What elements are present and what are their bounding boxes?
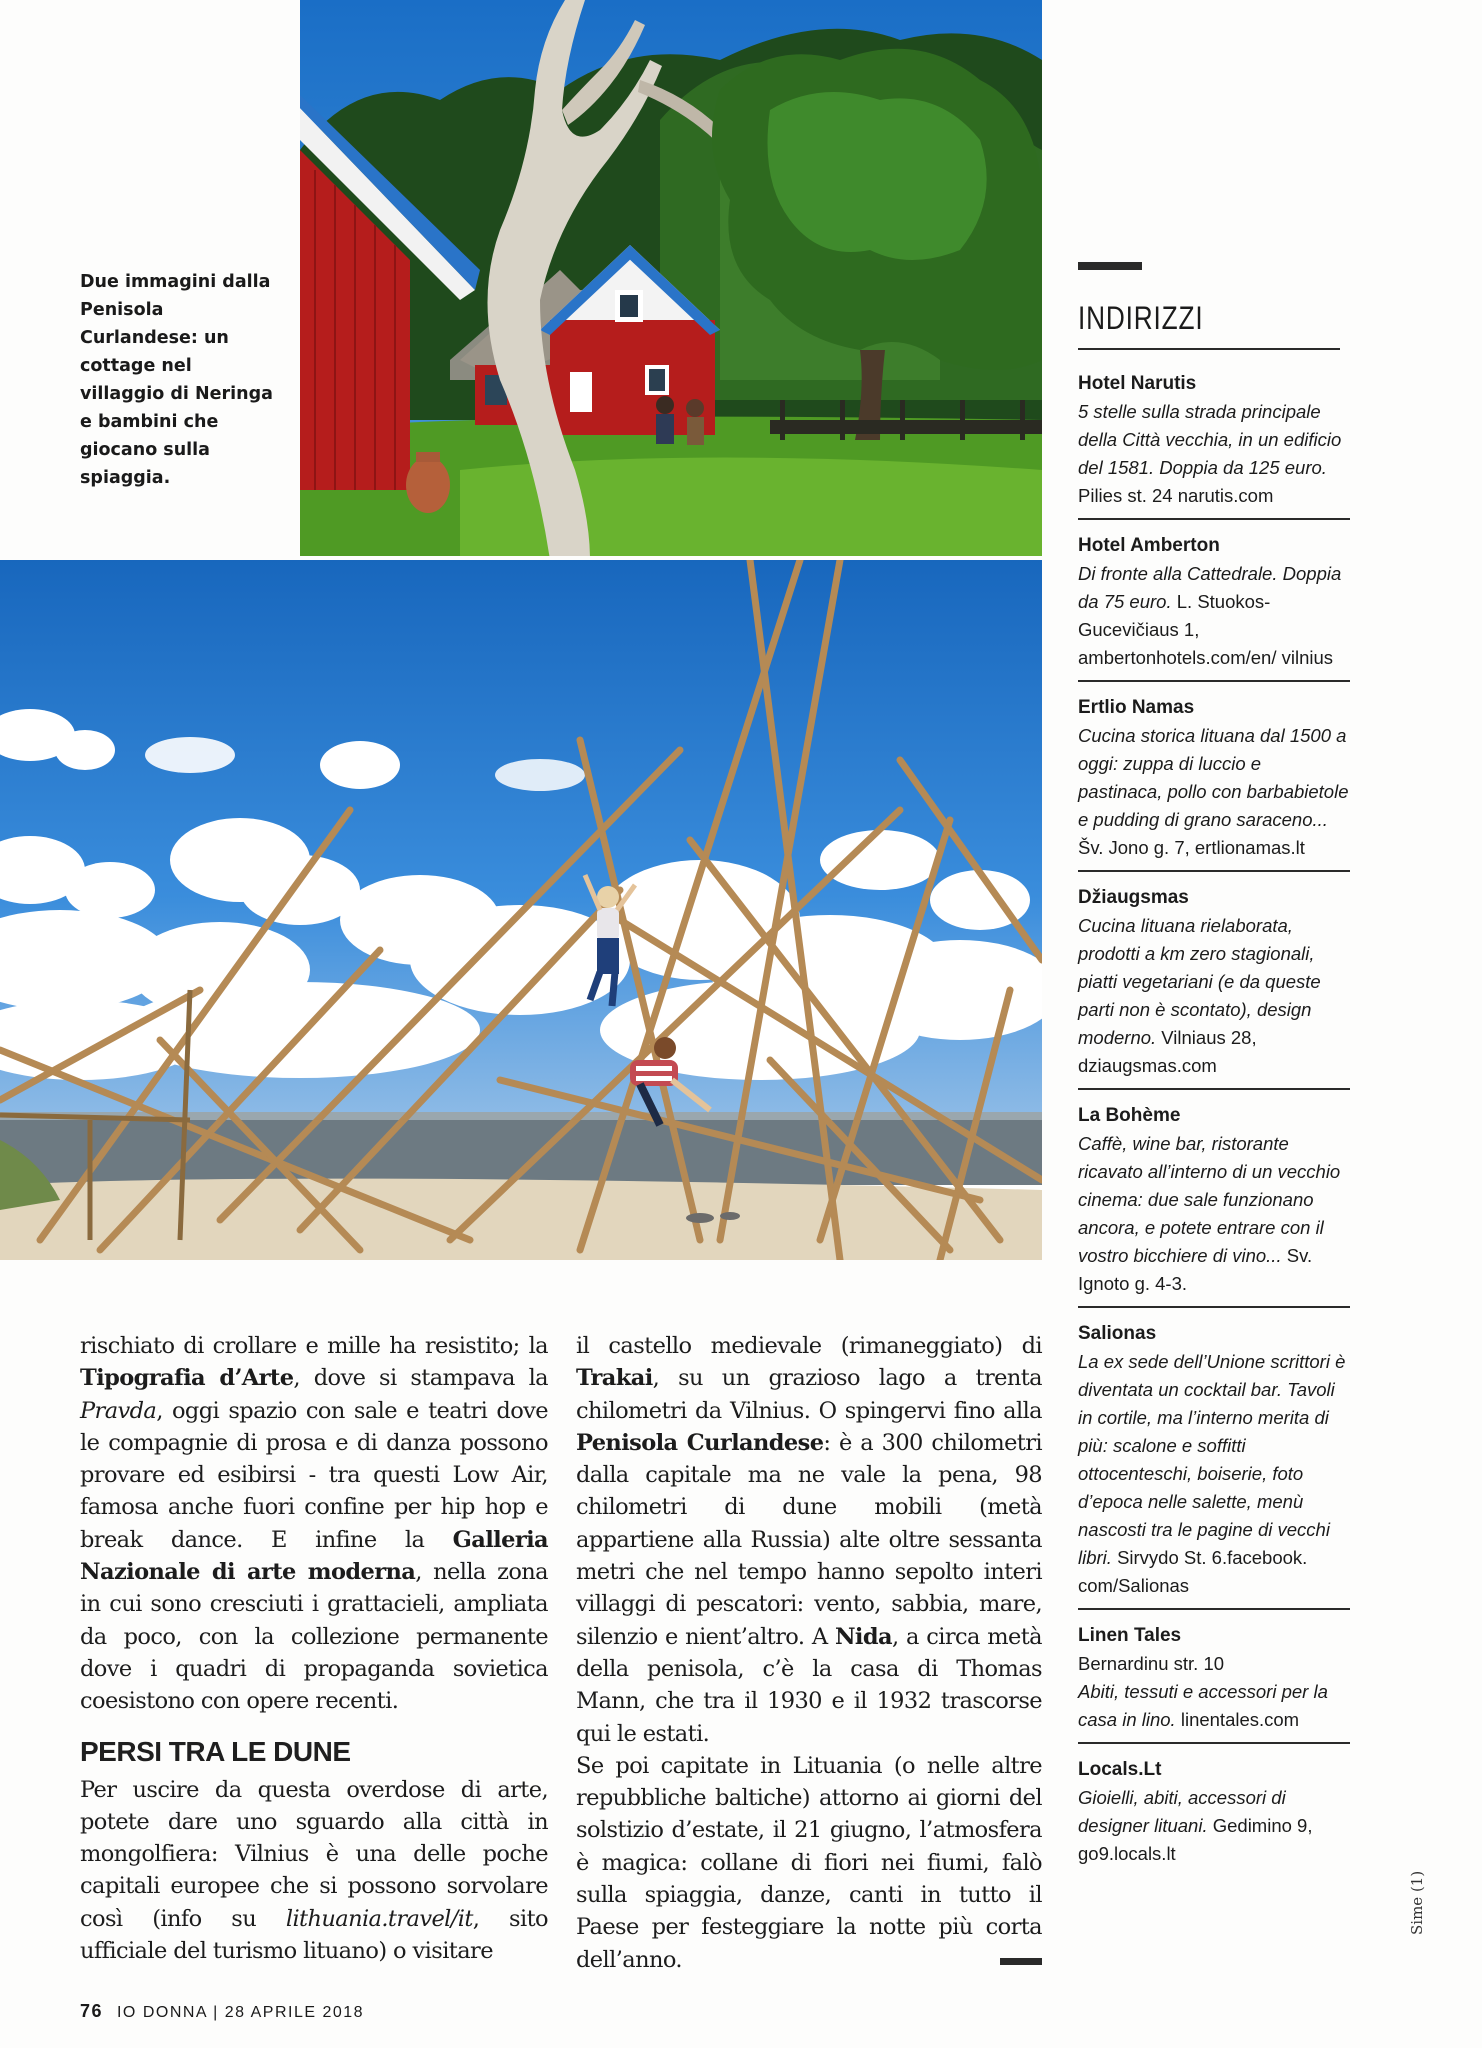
address-contact: L. Stuokos-Gucevičiaus 1, ambertonhotels.com/en/ vilnius	[1078, 591, 1334, 668]
address-description: La ex sede dell’Unione scrittori è diventata un cocktail bar. Tavoli in cortile, ma l’interno merita di più: scalone e soffitti ottocenteschi, boiserie, foto d’epoca nelle salette, menù nascosti tra le pagine di vecchi libri. Sirvydo St. 6.facebook. com/Salionas	[1078, 1351, 1346, 1596]
address-street: Bernardinu str. 10	[1078, 1653, 1225, 1674]
address-entry	[1078, 1756, 1350, 1876]
sidebar-accent-bar	[1078, 262, 1142, 270]
page-footer	[80, 2001, 364, 2022]
article-paragraph: Se poi capitate in Lituania (o nelle altre repubbliche baltiche) attorno ai giorni del solstizio d’estate, il 21 giugno, l’atmosfera è magica: collane di fiori nei fiumi, falò sulla spiaggia, danze, canti in tutto il Paese per festeggiare la notte più corta dell’anno.	[576, 1752, 1042, 1973]
address-name: Džiaugsmas	[1078, 887, 1189, 908]
section-heading: PERSI TRA LE DUNE	[80, 1735, 351, 1767]
address-entry	[1078, 370, 1350, 520]
article-paragraph: il castello medievale (rimaneggiato) di Trakai, su un grazioso lago a trenta chilometri da Vilnius. O spingervi fino alla Penisola Curlandese: è a 300 chilometri dalla capitale ma ne vale la pena, 98 chilometri di dune mobili (metà appartiene alla Russia) alte oltre sessanta metri che nel tempo hanno sepolto interi villaggi di pescatori: vento, sabbia, mare, silenzio e nient’altro. A Nida, a circa metà della penisola, c’è la casa di Thomas Mann, che tra il 1930 e il 1932 trascorse qui le estati.	[576, 1333, 1042, 1747]
article-paragraph: rischiato di crollare e mille ha resistito; la Tipografia d’Arte, dove si stampava la Pravda, oggi spazio con sale e teatri dove le compagnie di prosa e di danza possono provare ed esibirsi - tra questi Low Air, famosa anche fuori confine per hip hop e break dance. E infine la Galleria Nazionale di arte moderna, nella zona in cui sono cresciuti i grattacieli, ampliata da poco, con la collezione permanente dove i quadri di propaganda sovietica coesistono con opere recenti.	[80, 1333, 548, 1715]
address-list	[1078, 370, 1350, 1876]
address-name: Salionas	[1078, 1323, 1157, 1344]
address-name: Locals.Lt	[1078, 1759, 1162, 1780]
address-contact: Gedimino 9, go9.locals.lt	[1078, 1815, 1313, 1864]
article-paragraph: Per uscire da questa overdose di arte, potete dare uno sguardo alla città in mongolfiera: Vilnius è una delle poche capitali europee che si possono sorvolare così (info su lithuania.travel/it, sito ufficiale del turismo lituano) o visitare	[80, 1776, 548, 1965]
address-entry	[1078, 884, 1350, 1090]
address-contact: Sv. Ignoto g. 4-3.	[1078, 1245, 1313, 1294]
article-column-2	[576, 1330, 1042, 1976]
address-entry	[1078, 694, 1350, 872]
address-contact: Šv. Jono g. 7, ertlionamas.lt	[1078, 837, 1305, 858]
address-description: Di fronte alla Cattedrale. Doppia da 75 euro. L. Stuokos-Gucevičiaus 1, ambertonhotels.com/en/ vilnius	[1078, 563, 1342, 668]
address-description: Abiti, tessuti e accessori per la casa in lino. linentales.com	[1078, 1681, 1328, 1730]
photo-credit: Sime (1)	[1408, 1870, 1426, 1935]
address-contact: Sirvydo St. 6.facebook. com/Salionas	[1078, 1547, 1308, 1596]
publication-line: IO DONNA | 28 APRILE 2018	[116, 2004, 365, 2021]
address-name: Hotel Amberton	[1078, 535, 1220, 556]
address-contact: Vilniaus 28, dziaugsmas.com	[1078, 1027, 1257, 1076]
address-entry	[1078, 1320, 1350, 1610]
page-number: 76	[80, 2001, 104, 2021]
address-entry	[1078, 1622, 1350, 1744]
address-contact: linentales.com	[1180, 1709, 1300, 1730]
sidebar-title: INDIRIZZI	[1078, 300, 1204, 336]
address-description: 5 stelle sulla strada principale della Città vecchia, in un edificio del 1581. Doppia da 125 euro. Pilies st. 24 narutis.com	[1078, 401, 1342, 506]
sidebar-title-rule	[1078, 348, 1340, 350]
cottage-photo	[300, 0, 1042, 556]
address-name: Hotel Narutis	[1078, 373, 1197, 394]
photo-caption: Due immagini dalla Penisola Curlandese: un cottage nel villaggio di Neringa e bambini che giocano sulla spiaggia.	[80, 272, 273, 488]
address-contact: Pilies st. 24 narutis.com	[1078, 485, 1274, 506]
address-name: La Bohème	[1078, 1105, 1181, 1126]
address-description: Cucina storica lituana dal 1500 a oggi: zuppa di luccio e pastinaca, pollo con barbabietole e pudding di grano saraceno... Šv. Jono g. 7, ertlionamas.lt	[1078, 725, 1349, 858]
address-entry	[1078, 532, 1350, 682]
beach-photo	[0, 560, 1042, 1260]
address-entry	[1078, 1102, 1350, 1308]
article-column-1	[80, 1330, 548, 1967]
address-description: Gioielli, abiti, accessori di designer lituani. Gedimino 9, go9.locals.lt	[1078, 1787, 1313, 1864]
address-description: Cucina lituana rielaborata, prodotti a km zero stagionali, piatti vegetariani (e da queste parti non è scontato), design moderno. Vilniaus 28, dziaugsmas.com	[1078, 915, 1321, 1076]
end-of-article-mark	[1000, 1958, 1042, 1965]
address-name: Ertlio Namas	[1078, 697, 1195, 718]
address-name: Linen Tales	[1078, 1625, 1182, 1646]
address-description: Caffè, wine bar, ristorante ricavato all’interno di un vecchio cinema: due sale funzionano ancora, e potete entrare con il vostro bicchiere di vino... Sv. Ignoto g. 4-3.	[1078, 1133, 1341, 1294]
addresses-sidebar	[1078, 262, 1350, 1888]
